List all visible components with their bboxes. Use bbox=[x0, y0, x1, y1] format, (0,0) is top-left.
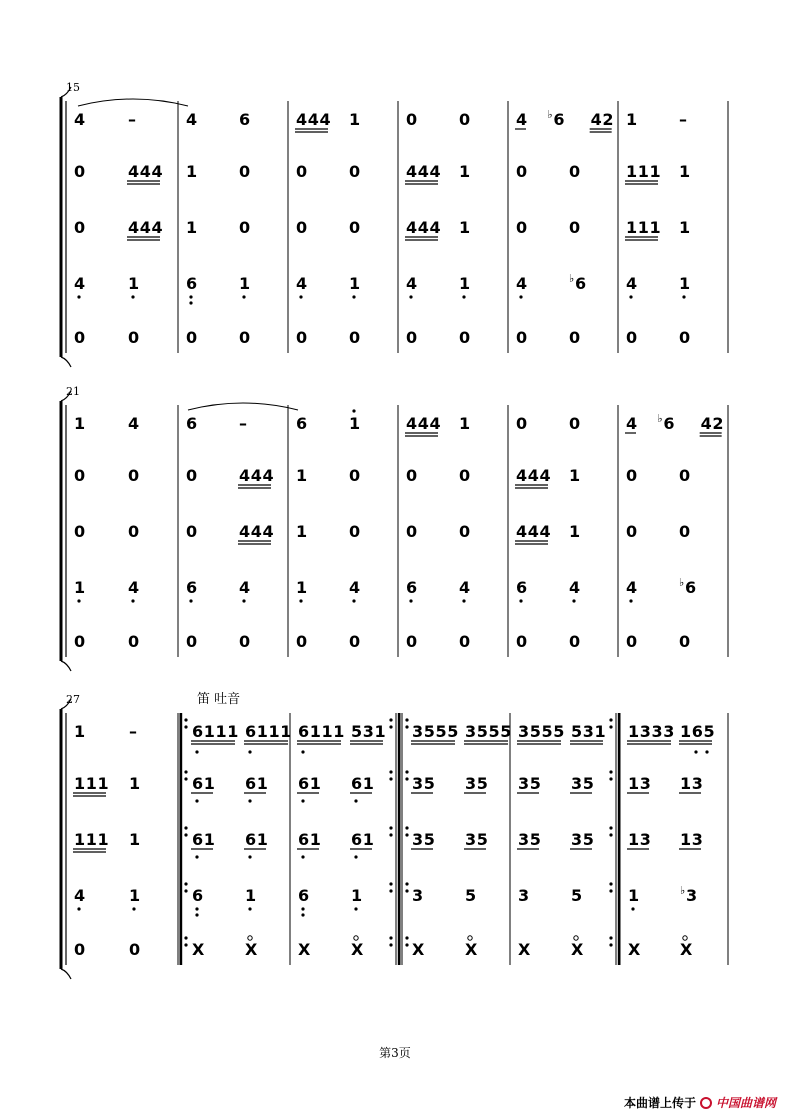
s3-m3-r1-g1-low-octave-dot bbox=[301, 750, 304, 753]
s3-m3-r3-g1-notes: 61 bbox=[298, 830, 322, 849]
s3-m4-r3-g2-notes: 35 bbox=[465, 830, 489, 849]
s1-m5-r5-g2-notes: 0 bbox=[569, 328, 581, 347]
s1-m5-r1-g3-notes: 42 bbox=[590, 110, 615, 129]
s3-m2-r1-g2-low-octave-dot bbox=[248, 750, 251, 753]
s1-m2-r4-g1-notes: 6 bbox=[186, 274, 198, 293]
s2-m4-r1-g2-notes: 1 bbox=[459, 414, 471, 433]
s2-m2-r4-g2-notes: 4 bbox=[239, 578, 251, 597]
s2-m4-r4-g1-notes: 6 bbox=[406, 578, 418, 597]
s2-m6-r4-g2-notes: 6 bbox=[685, 578, 697, 597]
s1-m4-r2-g2-notes: 1 bbox=[459, 162, 471, 181]
s1-m3-r3-g1-notes: 0 bbox=[296, 218, 308, 237]
s3-m2-r1-g1-low-octave-dot bbox=[195, 750, 198, 753]
repeat-dot bbox=[184, 725, 187, 728]
s1-m5-r1-g1-notes: 4 bbox=[516, 110, 528, 129]
s2-m5-r3-g2-notes: 1 bbox=[569, 522, 581, 541]
s1-m2-r5-g2-notes: 0 bbox=[239, 328, 251, 347]
s3-m3-r2-g1-low-octave-dot bbox=[301, 799, 304, 802]
s2-m2-r4-g1-notes: 6 bbox=[186, 578, 198, 597]
s2-m2-r5-g2-notes: 0 bbox=[239, 632, 251, 651]
s3-m3-r2-g1-notes: 61 bbox=[298, 774, 322, 793]
s2-m1-r2-g2-notes: 0 bbox=[128, 466, 140, 485]
s2-m4-r5-g1-notes: 0 bbox=[406, 632, 418, 651]
s3-m3-r1-g2-notes: 531 bbox=[351, 722, 387, 741]
s2-m3-r3-g2-notes: 0 bbox=[349, 522, 361, 541]
repeat-dot bbox=[405, 943, 408, 946]
s2-m5-r3-g1-notes: 444 bbox=[516, 522, 552, 541]
s2-m6-r2-g1-notes: 0 bbox=[626, 466, 638, 485]
system-number: 15 bbox=[66, 81, 80, 94]
repeat-dot bbox=[184, 777, 187, 780]
repeat-dot bbox=[405, 833, 408, 836]
s3-m3-r4-g1-low-octave-dot bbox=[301, 907, 304, 910]
s1-m5-r4-g1-notes: 4 bbox=[516, 274, 528, 293]
s2-m5-r4-g2-notes: 4 bbox=[569, 578, 581, 597]
repeat-dot bbox=[609, 777, 612, 780]
s1-m1-r5-g1-notes: 0 bbox=[74, 328, 86, 347]
s2-m3-r5-g1-notes: 0 bbox=[296, 632, 308, 651]
repeat-dot bbox=[609, 833, 612, 836]
s3-m2-r3-g1-notes: 61 bbox=[192, 830, 216, 849]
s2-m4-r4-g2-notes: 4 bbox=[459, 578, 471, 597]
s3-m2-r1-g1-notes: 6111 bbox=[192, 722, 239, 741]
s3-m2-r4-g2-notes: 1 bbox=[245, 886, 257, 905]
s3-m6-r5-g1-notes: X bbox=[628, 940, 641, 959]
s2-m6-r1-g1-notes: 4 bbox=[626, 414, 638, 433]
s1-m1-r3-g2-notes: 444 bbox=[128, 218, 164, 237]
s3-m1-r4-g1-low-octave-dot bbox=[77, 907, 80, 910]
s2-m1-r3-g2-notes: 0 bbox=[128, 522, 140, 541]
s1-m2-r1-g1-notes: 4 bbox=[186, 110, 198, 129]
s1-m4-r4-g1-notes: 4 bbox=[406, 274, 418, 293]
s3-m5-r4-g1-notes: 3 bbox=[518, 886, 530, 905]
s1-m1-r4-g1-low-octave-dot bbox=[77, 295, 80, 298]
site-logo-icon bbox=[700, 1097, 712, 1109]
s1-m5-r4-g2-flat-sign: ♭ bbox=[569, 272, 575, 285]
s3-m4-r4-g2-notes: 5 bbox=[465, 886, 477, 905]
s2-m2-r3-g2-notes: 444 bbox=[239, 522, 275, 541]
repeat-dot bbox=[389, 882, 392, 885]
repeat-dot bbox=[609, 936, 612, 939]
s3-m2-r2-g1-low-octave-dot bbox=[195, 799, 198, 802]
s2-m5-r4-g1-notes: 6 bbox=[516, 578, 528, 597]
s2-m3-r4-g2-low-octave-dot bbox=[352, 599, 355, 602]
s1-m6-r5-g1-notes: 0 bbox=[626, 328, 638, 347]
page-number: 第3页 bbox=[379, 1046, 411, 1060]
s1-m4-r5-g1-notes: 0 bbox=[406, 328, 418, 347]
uploaded-label: 本曲谱上传于 bbox=[623, 1096, 696, 1110]
system-bracket-hook bbox=[61, 357, 71, 367]
s1-m4-r1-g2-notes: 0 bbox=[459, 110, 471, 129]
s3-m3-r4-g2-notes: 1 bbox=[351, 886, 363, 905]
s1-m5-r1-g2-flat-sign: ♭ bbox=[547, 108, 553, 121]
s2-m1-r4-g1-notes: 1 bbox=[74, 578, 86, 597]
s1-m1-r5-g2-notes: 0 bbox=[128, 328, 140, 347]
s3-m1-r5-g1-notes: 0 bbox=[74, 940, 86, 959]
s3-m3-r4-g2-low-octave-dot bbox=[354, 907, 357, 910]
s1-m4-r2-g1-notes: 444 bbox=[406, 162, 442, 181]
s3-m2-r2-g2-low-octave-dot bbox=[248, 799, 251, 802]
repeat-dot bbox=[389, 936, 392, 939]
s2-m6-r1-g3-notes: 42 bbox=[700, 414, 725, 433]
s3-m6-r2-g2-notes: 13 bbox=[680, 774, 704, 793]
s3-m4-r4-g1-notes: 3 bbox=[412, 886, 424, 905]
s3-m2-r4-g2-low-octave-dot bbox=[248, 907, 251, 910]
s1-m3-r1-g1-notes: 444 bbox=[296, 110, 332, 129]
s2-m4-r3-g2-notes: 0 bbox=[459, 522, 471, 541]
s1-m4-r4-g1-low-octave-dot bbox=[409, 295, 412, 298]
s1-m2-r2-g2-notes: 0 bbox=[239, 162, 251, 181]
repeat-dot bbox=[405, 718, 408, 721]
repeat-dot bbox=[389, 777, 392, 780]
s1-m3-r2-g2-notes: 0 bbox=[349, 162, 361, 181]
system-bracket-hook bbox=[61, 969, 71, 979]
s2-m1-r4-g1-low-octave-dot bbox=[77, 599, 80, 602]
s3-m4-r3-g1-notes: 35 bbox=[412, 830, 436, 849]
s1-m3-r5-g1-notes: 0 bbox=[296, 328, 308, 347]
s2-m4-r4-g2-low-octave-dot bbox=[462, 599, 465, 602]
s1-m2-r4-g2-low-octave-dot bbox=[242, 295, 245, 298]
repeat-dot bbox=[389, 943, 392, 946]
repeat-dot bbox=[184, 770, 187, 773]
s1-m2-r2-g1-notes: 1 bbox=[186, 162, 198, 181]
s1-m1-r2-g1-notes: 0 bbox=[74, 162, 86, 181]
repeat-dot bbox=[389, 833, 392, 836]
s1-m2-r4-g2-notes: 1 bbox=[239, 274, 251, 293]
s1-m1-r1-g1-notes: 4 bbox=[74, 110, 86, 129]
s2-m1-r4-g2-low-octave-dot bbox=[131, 599, 134, 602]
s1-m3-r5-g2-notes: 0 bbox=[349, 328, 361, 347]
s2-m4-r2-g2-notes: 0 bbox=[459, 466, 471, 485]
repeat-dot bbox=[184, 833, 187, 836]
s1-m6-r4-g2-notes: 1 bbox=[679, 274, 691, 293]
s2-m2-r2-g2-notes: 444 bbox=[239, 466, 275, 485]
repeat-dot bbox=[609, 718, 612, 721]
repeat-dot bbox=[184, 718, 187, 721]
s3-m5-r2-g2-notes: 35 bbox=[571, 774, 595, 793]
s2-m2-r1-g1-notes: 6 bbox=[186, 414, 198, 433]
s3-m6-r1-g2-low-octave-dot bbox=[694, 750, 697, 753]
s2-m2-r5-g1-notes: 0 bbox=[186, 632, 198, 651]
s2-m6-r4-g1-notes: 4 bbox=[626, 578, 638, 597]
s3-m6-r1-g1-notes: 1333 bbox=[628, 722, 675, 741]
s3-m1-r4-g2-low-octave-dot bbox=[132, 907, 135, 910]
s2-m3-r2-g2-notes: 0 bbox=[349, 466, 361, 485]
s2-m6-r4-g1-low-octave-dot bbox=[629, 599, 632, 602]
s2-m5-r1-g2-notes: 0 bbox=[569, 414, 581, 433]
s3-m2-r3-g2-low-octave-dot bbox=[248, 855, 251, 858]
s3-m2-r4-g1-low-octave-dot bbox=[195, 913, 198, 916]
repeat-dot bbox=[184, 943, 187, 946]
s2-m3-r4-g1-notes: 1 bbox=[296, 578, 308, 597]
s2-m1-r1-g2-notes: 4 bbox=[128, 414, 140, 433]
s3-m1-r5-g2-notes: 0 bbox=[129, 940, 141, 959]
repeat-dot bbox=[184, 826, 187, 829]
s1-m4-r3-g2-notes: 1 bbox=[459, 218, 471, 237]
s1-m6-r4-g1-low-octave-dot bbox=[629, 295, 632, 298]
s3-m3-r5-g2-notes: X bbox=[351, 940, 364, 959]
s2-m6-r3-g1-notes: 0 bbox=[626, 522, 638, 541]
s1-m1-r4-g1-notes: 4 bbox=[74, 274, 86, 293]
s1-m4-r3-g1-notes: 444 bbox=[406, 218, 442, 237]
s3-m2-r3-g1-low-octave-dot bbox=[195, 855, 198, 858]
s3-m5-r4-g2-notes: 5 bbox=[571, 886, 583, 905]
s2-m3-r5-g2-notes: 0 bbox=[349, 632, 361, 651]
repeat-dot bbox=[609, 882, 612, 885]
repeat-dot bbox=[405, 889, 408, 892]
s2-m3-r4-g1-low-octave-dot bbox=[299, 599, 302, 602]
s3-m1-r1-g1-notes: 1 bbox=[74, 722, 86, 741]
s2-m4-r4-g1-low-octave-dot bbox=[409, 599, 412, 602]
s3-m5-r2-g1-notes: 35 bbox=[518, 774, 542, 793]
s3-m6-r3-g1-notes: 13 bbox=[628, 830, 652, 849]
s2-m5-r2-g2-notes: 1 bbox=[569, 466, 581, 485]
s1-m6-r4-g1-notes: 4 bbox=[626, 274, 638, 293]
s3-m6-r2-g1-notes: 13 bbox=[628, 774, 652, 793]
s3-m3-r4-g1-low-octave-dot bbox=[301, 913, 304, 916]
s2-m1-r1-g1-notes: 1 bbox=[74, 414, 86, 433]
s3-m6-r4-g2-flat-sign: ♭ bbox=[680, 884, 686, 897]
s1-m3-r4-g2-notes: 1 bbox=[349, 274, 361, 293]
s1-m6-r2-g1-notes: 111 bbox=[626, 162, 662, 181]
s3-m1-r2-g2-notes: 1 bbox=[129, 774, 141, 793]
system-bracket-hook bbox=[61, 661, 71, 671]
s1-m6-r5-g2-notes: 0 bbox=[679, 328, 691, 347]
s3-m3-r3-g2-low-octave-dot bbox=[354, 855, 357, 858]
repeat-dot bbox=[184, 882, 187, 885]
s2-m1-r4-g2-notes: 4 bbox=[128, 578, 140, 597]
s1-m5-r4-g1-low-octave-dot bbox=[519, 295, 522, 298]
s2-m3-r1-g2-high-octave-dot bbox=[352, 409, 355, 412]
s1-m1-r2-g2-notes: 444 bbox=[128, 162, 164, 181]
s2-m5-r5-g2-notes: 0 bbox=[569, 632, 581, 651]
s1-m4-r4-g2-low-octave-dot bbox=[462, 295, 465, 298]
s1-m1-r1-g2-notes: – bbox=[128, 110, 136, 129]
instrument-label: 笛 吐音 bbox=[197, 692, 241, 707]
system-number: 21 bbox=[66, 385, 80, 398]
repeat-dot bbox=[609, 943, 612, 946]
s2-m5-r4-g1-low-octave-dot bbox=[519, 599, 522, 602]
s1-m6-r2-g2-notes: 1 bbox=[679, 162, 691, 181]
s2-m2-r1-g2-notes: – bbox=[239, 414, 247, 433]
s3-m3-r1-g1-notes: 6111 bbox=[298, 722, 345, 741]
s2-m1-r3-g1-notes: 0 bbox=[74, 522, 86, 541]
s3-m3-r2-g2-notes: 61 bbox=[351, 774, 375, 793]
s1-m6-r1-g1-notes: 1 bbox=[626, 110, 638, 129]
s2-m1-r2-g1-notes: 0 bbox=[74, 466, 86, 485]
s3-m3-r3-g2-notes: 61 bbox=[351, 830, 375, 849]
s3-m6-r3-g2-notes: 13 bbox=[680, 830, 704, 849]
s2-m4-r3-g1-notes: 0 bbox=[406, 522, 418, 541]
s1-m5-r2-g2-notes: 0 bbox=[569, 162, 581, 181]
repeat-dot bbox=[184, 889, 187, 892]
s1-m1-r3-g1-notes: 0 bbox=[74, 218, 86, 237]
s3-m5-r5-g1-notes: X bbox=[518, 940, 531, 959]
s3-m2-r5-g1-notes: X bbox=[192, 940, 205, 959]
repeat-dot bbox=[405, 826, 408, 829]
s3-m5-r1-g2-notes: 531 bbox=[571, 722, 607, 741]
s1-m3-r3-g2-notes: 0 bbox=[349, 218, 361, 237]
s3-m4-r5-g1-notes: X bbox=[412, 940, 425, 959]
s3-m1-r3-g2-notes: 1 bbox=[129, 830, 141, 849]
s1-m2-r4-g1-low-octave-dot bbox=[189, 301, 192, 304]
s1-m3-r4-g2-low-octave-dot bbox=[352, 295, 355, 298]
s3-m2-r5-g2-notes: X bbox=[245, 940, 258, 959]
s3-m6-r4-g1-low-octave-dot bbox=[631, 907, 634, 910]
s2-m5-r5-g1-notes: 0 bbox=[516, 632, 528, 651]
s3-m2-r1-g2-notes: 6111 bbox=[245, 722, 292, 741]
s1-m4-r1-g1-notes: 0 bbox=[406, 110, 418, 129]
s3-m5-r3-g2-notes: 35 bbox=[571, 830, 595, 849]
repeat-dot bbox=[389, 826, 392, 829]
s2-m3-r2-g1-notes: 1 bbox=[296, 466, 308, 485]
s3-m2-r4-g1-low-octave-dot bbox=[195, 907, 198, 910]
s2-m3-r3-g1-notes: 1 bbox=[296, 522, 308, 541]
tie-slur bbox=[188, 403, 298, 410]
s3-m6-r1-g2-notes: 165 bbox=[680, 722, 716, 741]
s1-m6-r3-g1-notes: 111 bbox=[626, 218, 662, 237]
s3-m4-r1-g1-notes: 3555 bbox=[412, 722, 459, 741]
s1-m5-r3-g2-notes: 0 bbox=[569, 218, 581, 237]
s3-m2-r4-g1-notes: 6 bbox=[192, 886, 204, 905]
repeat-dot bbox=[389, 725, 392, 728]
s1-m3-r4-g1-notes: 4 bbox=[296, 274, 308, 293]
s2-m1-r5-g2-notes: 0 bbox=[128, 632, 140, 651]
repeat-dot bbox=[609, 725, 612, 728]
s3-m5-r5-g2-notes: X bbox=[571, 940, 584, 959]
repeat-dot bbox=[405, 777, 408, 780]
s1-m3-r4-g1-low-octave-dot bbox=[299, 295, 302, 298]
s3-m1-r2-g1-notes: 111 bbox=[74, 774, 110, 793]
s2-m5-r4-g2-low-octave-dot bbox=[572, 599, 575, 602]
s1-m4-r4-g2-notes: 1 bbox=[459, 274, 471, 293]
s2-m1-r5-g1-notes: 0 bbox=[74, 632, 86, 651]
s3-m1-r4-g1-notes: 4 bbox=[74, 886, 86, 905]
s2-m2-r2-g1-notes: 0 bbox=[186, 466, 198, 485]
repeat-dot bbox=[389, 889, 392, 892]
repeat-dot bbox=[405, 770, 408, 773]
s2-m4-r5-g2-notes: 0 bbox=[459, 632, 471, 651]
repeat-dot bbox=[609, 770, 612, 773]
s3-m1-r1-g2-notes: – bbox=[129, 722, 137, 741]
s2-m3-r4-g2-notes: 4 bbox=[349, 578, 361, 597]
site-footer bbox=[624, 1094, 776, 1111]
s3-m2-r3-g2-notes: 61 bbox=[245, 830, 269, 849]
s2-m6-r3-g2-notes: 0 bbox=[679, 522, 691, 541]
s3-m4-r2-g2-notes: 35 bbox=[465, 774, 489, 793]
s3-m4-r5-g2-notes: X bbox=[465, 940, 478, 959]
s2-m6-r1-g2-flat-sign: ♭ bbox=[657, 412, 663, 425]
s1-m6-r4-g2-low-octave-dot bbox=[682, 295, 685, 298]
s2-m5-r1-g1-notes: 0 bbox=[516, 414, 528, 433]
s3-m3-r2-g2-low-octave-dot bbox=[354, 799, 357, 802]
repeat-dot bbox=[609, 826, 612, 829]
s2-m4-r1-g1-notes: 444 bbox=[406, 414, 442, 433]
s2-m6-r5-g1-notes: 0 bbox=[626, 632, 638, 651]
repeat-dot bbox=[609, 889, 612, 892]
s3-m4-r2-g1-notes: 35 bbox=[412, 774, 436, 793]
s3-m6-r1-g2-low-octave-dot bbox=[705, 750, 708, 753]
repeat-dot bbox=[405, 882, 408, 885]
s3-m3-r5-g1-notes: X bbox=[298, 940, 311, 959]
s1-m5-r4-g2-notes: 6 bbox=[575, 274, 587, 293]
repeat-dot bbox=[389, 770, 392, 773]
s3-m6-r4-g2-notes: 3 bbox=[686, 886, 698, 905]
s1-m2-r5-g1-notes: 0 bbox=[186, 328, 198, 347]
tie-slur bbox=[78, 99, 188, 106]
s1-m6-r3-g2-notes: 1 bbox=[679, 218, 691, 237]
s2-m3-r1-g2-notes: 1 bbox=[349, 414, 361, 433]
s2-m6-r4-g2-flat-sign: ♭ bbox=[679, 576, 685, 589]
s3-m3-r4-g1-notes: 6 bbox=[298, 886, 310, 905]
s1-m1-r4-g2-low-octave-dot bbox=[131, 295, 134, 298]
s2-m2-r4-g2-low-octave-dot bbox=[242, 599, 245, 602]
s3-m6-r5-g2-notes: X bbox=[680, 940, 693, 959]
s1-m2-r3-g2-notes: 0 bbox=[239, 218, 251, 237]
s1-m5-r2-g1-notes: 0 bbox=[516, 162, 528, 181]
s3-m1-r4-g2-notes: 1 bbox=[129, 886, 141, 905]
s1-m3-r2-g1-notes: 0 bbox=[296, 162, 308, 181]
s3-m5-r1-g1-notes: 3555 bbox=[518, 722, 565, 741]
repeat-dot bbox=[389, 718, 392, 721]
s1-m3-r1-g2-notes: 1 bbox=[349, 110, 361, 129]
s3-m2-r2-g2-notes: 61 bbox=[245, 774, 269, 793]
s1-m2-r1-g2-notes: 6 bbox=[239, 110, 251, 129]
s2-m3-r1-g1-notes: 6 bbox=[296, 414, 308, 433]
s3-m4-r1-g2-notes: 3555 bbox=[465, 722, 512, 741]
s1-m2-r4-g1-low-octave-dot bbox=[189, 295, 192, 298]
s3-m1-r3-g1-notes: 111 bbox=[74, 830, 110, 849]
s2-m2-r4-g1-low-octave-dot bbox=[189, 599, 192, 602]
s1-m6-r1-g2-notes: – bbox=[679, 110, 687, 129]
repeat-dot bbox=[405, 725, 408, 728]
s1-m2-r3-g1-notes: 1 bbox=[186, 218, 198, 237]
system-number: 27 bbox=[66, 693, 80, 706]
s2-m4-r2-g1-notes: 0 bbox=[406, 466, 418, 485]
s3-m2-r2-g1-notes: 61 bbox=[192, 774, 216, 793]
s2-m5-r2-g1-notes: 444 bbox=[516, 466, 552, 485]
repeat-dot bbox=[405, 936, 408, 939]
site-name: 中国曲谱网 bbox=[715, 1096, 776, 1110]
repeat-dot bbox=[184, 936, 187, 939]
s1-m5-r3-g1-notes: 0 bbox=[516, 218, 528, 237]
s2-m2-r3-g1-notes: 0 bbox=[186, 522, 198, 541]
s2-m6-r1-g2-notes: 6 bbox=[663, 414, 675, 433]
s1-m1-r4-g2-notes: 1 bbox=[128, 274, 140, 293]
s1-m5-r5-g1-notes: 0 bbox=[516, 328, 528, 347]
s2-m6-r5-g2-notes: 0 bbox=[679, 632, 691, 651]
s2-m6-r2-g2-notes: 0 bbox=[679, 466, 691, 485]
s3-m5-r3-g1-notes: 35 bbox=[518, 830, 542, 849]
s3-m3-r3-g1-low-octave-dot bbox=[301, 855, 304, 858]
s3-m6-r4-g1-notes: 1 bbox=[628, 886, 640, 905]
s1-m4-r5-g2-notes: 0 bbox=[459, 328, 471, 347]
s1-m5-r1-g2-notes: 6 bbox=[553, 110, 565, 129]
